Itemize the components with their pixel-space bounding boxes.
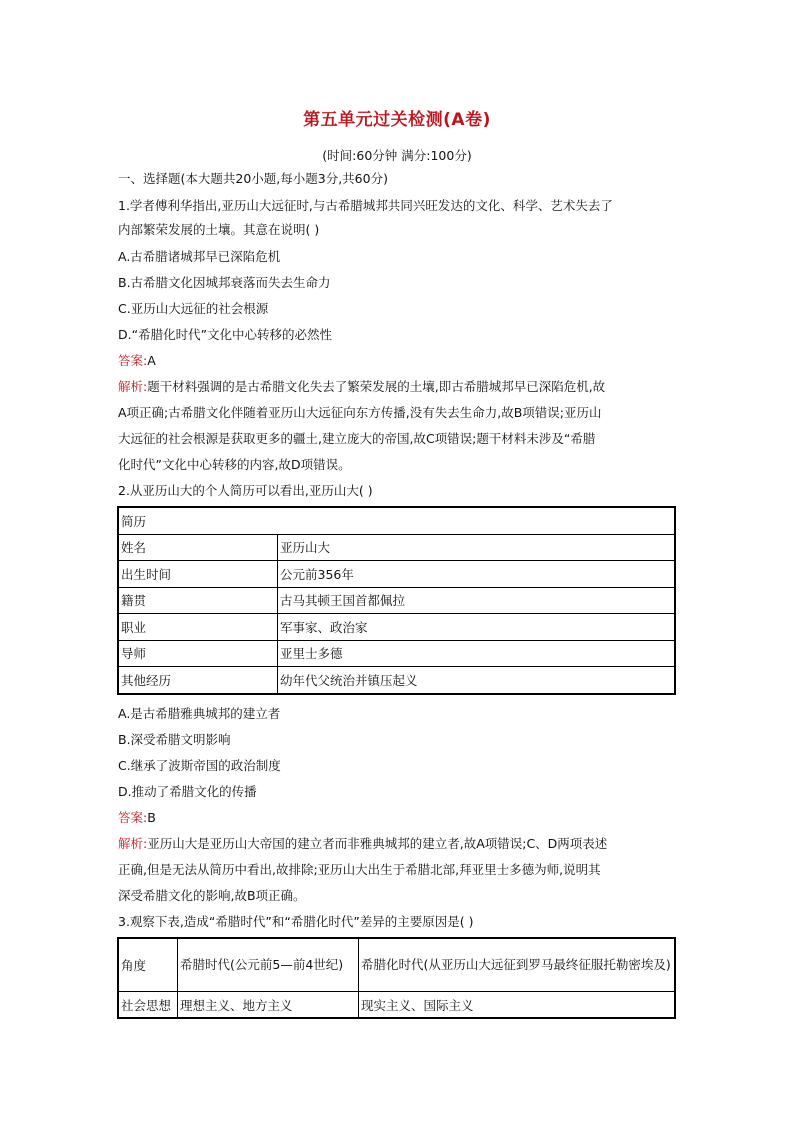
table-row	[118, 992, 675, 1019]
analysis-text: 亚历山大是亚历山大帝国的建立者而非雅典城邦的建立者,故A项错误;C、D两项表述	[147, 836, 608, 851]
section-heading: 一、选择题(本大题共20小题,每小题3分,共60分)	[118, 171, 388, 186]
table-row	[118, 534, 675, 561]
answer-value: A	[147, 353, 156, 368]
table-cell: 职业	[118, 614, 278, 641]
table-cell: 亚历山大	[278, 534, 676, 561]
analysis-label: 解析:	[118, 379, 148, 394]
question-1-stem-line-2: 内部繁荣发展的土壤。其意在说明( )	[118, 222, 320, 237]
table-cell: 理想主义、地方主义	[178, 992, 359, 1019]
question-2-analysis-line-3: 深受希腊文化的影响,故B项正确。	[118, 888, 306, 903]
question-1-option-c: C.亚历山大远征的社会根源	[118, 301, 269, 316]
analysis-text: 题干材料强调的是古希腊文化失去了繁荣发展的土壤,即古希腊城邦早已深陷危机,故	[147, 379, 606, 394]
exam-info: (时间:60分钟 满分:100分)	[322, 148, 472, 163]
question-2-option-c: C.继承了波斯帝国的政治制度	[118, 758, 281, 773]
table-row	[118, 640, 675, 667]
table-header: 简历	[118, 507, 675, 534]
question-2-analysis-line-2: 正确,但是无法从简历中看出,故排除;亚历山大出生于希腊北部,拜亚里士多德为师,说明其	[118, 862, 601, 877]
table-cell: 幼年代父统治并镇压起义	[278, 667, 676, 694]
table-cell: 导师	[118, 640, 278, 667]
table-cell: 亚里士多德	[278, 640, 676, 667]
question-1-stem-line-1: 1.学者傅利华指出,亚历山大远征时,与古希腊城邦共同兴旺发达的文化、科学、艺术失去了	[118, 198, 613, 213]
answer-label: 答案:	[118, 353, 148, 368]
table-cell: 现实主义、国际主义	[359, 992, 676, 1019]
table-cell: 姓名	[118, 534, 278, 561]
table-row	[118, 587, 675, 614]
question-1-analysis-line-1	[118, 378, 605, 396]
answer-label: 答案:	[118, 810, 148, 825]
table-cell: 籍贯	[118, 587, 278, 614]
table-cell: 出生时间	[118, 561, 278, 588]
table-row	[118, 614, 675, 641]
page-title: 第五单元过关检测(A卷)	[303, 110, 491, 130]
question-1-analysis-line-3: 大远征的社会根源是获取更多的疆土,建立庞大的帝国,故C项错误;题干材料未涉及“希腊	[118, 431, 596, 446]
table-row	[118, 507, 675, 534]
comparison-table	[117, 937, 676, 1019]
question-1-analysis-line-4: 化时代”文化中心转移的内容,故D项错误。	[118, 457, 351, 472]
table-row	[118, 561, 675, 588]
table-cell: 社会思想	[118, 992, 178, 1019]
table-row	[118, 938, 675, 992]
table-header-cell: 希腊化时代(从亚历山大远征到罗马最终征服托勒密埃及)	[359, 938, 676, 992]
question-2-analysis-line-1	[118, 835, 607, 853]
table-cell: 古马其顿王国首都佩拉	[278, 587, 676, 614]
question-2-stem: 2.从亚历山大的个人简历可以看出,亚历山大( )	[118, 483, 373, 498]
table-cell: 军事家、政治家	[278, 614, 676, 641]
question-1-option-b: B.古希腊文化因城邦衰落而失去生命力	[118, 275, 331, 290]
table-header-cell: 角度	[118, 938, 178, 992]
table-header-cell: 希腊时代(公元前5—前4世纪)	[178, 938, 359, 992]
resume-table	[117, 506, 676, 695]
question-1-answer	[118, 352, 156, 370]
table-cell: 其他经历	[118, 667, 278, 694]
question-2-option-d: D.推动了希腊文化的传播	[118, 784, 257, 799]
question-1-analysis-line-2: A项正确;古希腊文化伴随着亚历山大远征向东方传播,没有失去生命力,故B项错误;亚历山	[118, 405, 602, 420]
question-1-option-d: D.“希腊化时代”文化中心转移的必然性	[118, 327, 333, 342]
answer-value: B	[147, 810, 156, 825]
question-1-option-a: A.古希腊诸城邦早已深陷危机	[118, 249, 281, 264]
analysis-label: 解析:	[118, 836, 148, 851]
question-2-answer	[118, 809, 156, 827]
question-2-option-b: B.深受希腊文明影响	[118, 732, 231, 747]
table-cell: 公元前356年	[278, 561, 676, 588]
question-2-option-a: A.是古希腊雅典城邦的建立者	[118, 706, 281, 721]
question-3-stem: 3.观察下表,造成“希腊时代”和“希腊化时代”差异的主要原因是( )	[118, 914, 474, 929]
table-row	[118, 667, 675, 694]
